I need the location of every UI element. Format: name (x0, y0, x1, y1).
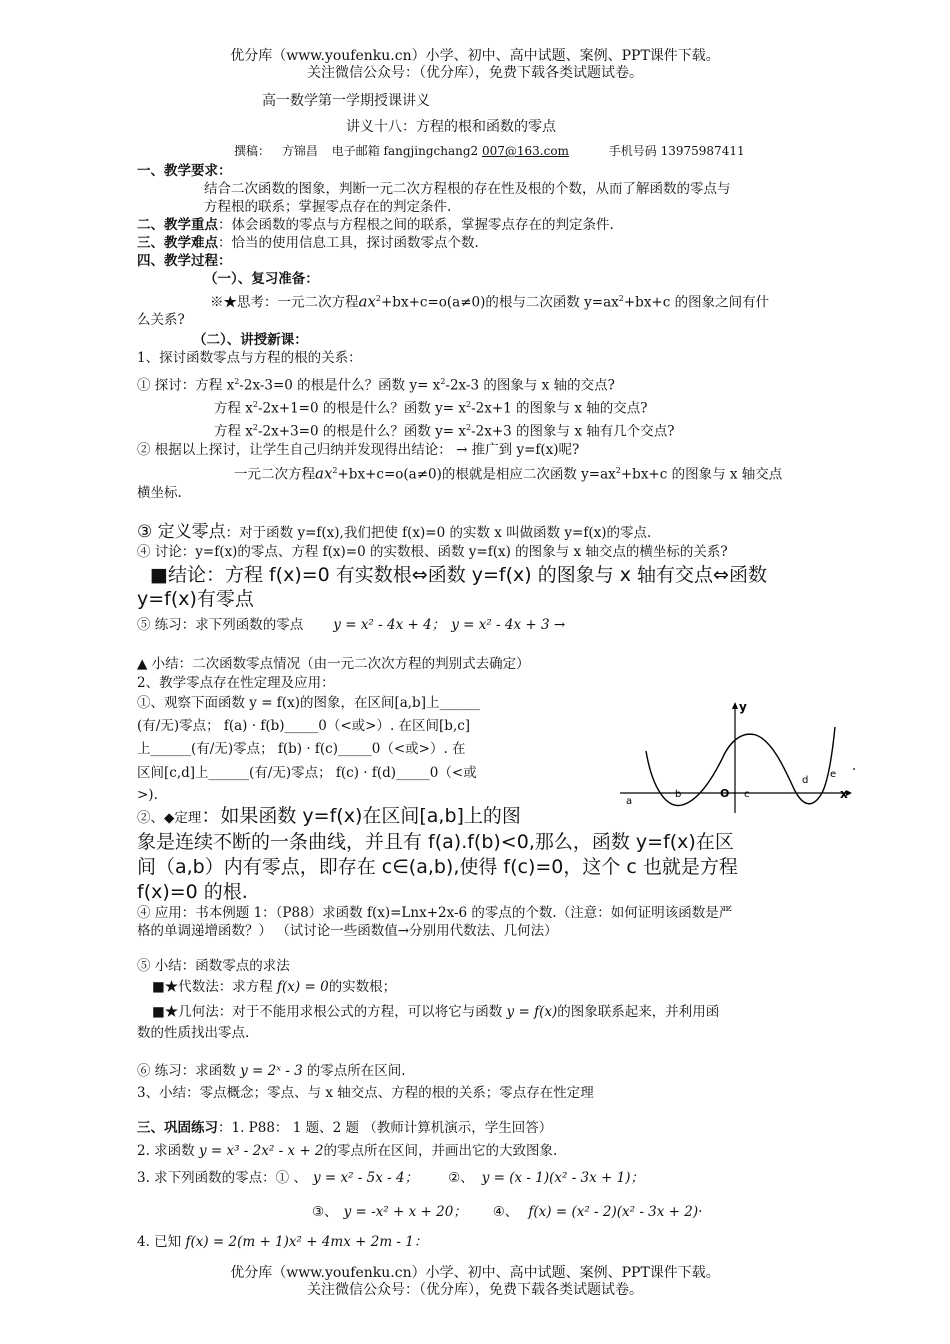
geometric-method-cont: 数的性质找出零点. (137, 1025, 250, 1041)
section-1-heading: 一、教学要求： (137, 163, 232, 179)
label-e: e (830, 769, 837, 780)
algebraic-method: ■★代数法：求方程 f(x) = 0的实数根； (152, 979, 397, 995)
explore-3: 方程 $x^2-2x+3=0$ 的根是什么？函数 $y= x^2-2x+3$ 的图象与 x 轴有几个交点? (214, 423, 675, 440)
observe-3: 上______(有/无)零点； f(b) · f(c)_____0（<或>）. 在 (137, 741, 466, 757)
section-4-heading: 四、教学过程： (137, 253, 232, 269)
part-3-summary: 3、小结：零点概念；零点、与 x 轴交点、方程的根的关系；零点存在性定理 (137, 1085, 594, 1101)
theorem-line-1: ②、◆定理：如果函数 y=f(x)在区间[a,b]上的图 (137, 805, 521, 827)
part-1-title: 1、探讨函数零点与方程的根的关系： (137, 350, 362, 366)
label-y: y (739, 700, 747, 714)
part-2-title: 2、教学零点存在性定理及应用： (137, 675, 335, 691)
review-think-cont: 么关系? (137, 312, 185, 328)
author-line: 撰稿： 方锦昌 电子邮箱 fangjingchang2 007@163.com 手机号码 13975987411 (234, 144, 745, 158)
application-1: ④ 应用：书本例题 1：（P88）求函数 f(x)=Lnx+2x-6 的零点的个数.（注意：如何证明该函数是严 (137, 905, 733, 921)
course-title: 高一数学第一学期授课讲义 (262, 93, 430, 109)
header-line-2: 关注微信公众号：（优分库），免费下载各类试题试卷。 (307, 65, 643, 81)
result-line-2: y=f(x)有零点 (137, 588, 254, 610)
footer-line-1: 优分库（www.youfenku.cn）小学、初中、高中试题、案例、PPT课件下载。 (230, 1265, 720, 1281)
section-1-text-1: 结合二次函数的图象，判断一元二次方程根的存在性及根的个数，从而了解函数的零点与 (204, 181, 731, 197)
practice-5: ⑤ 练习：求下列函数的零点 y = x² - 4x + 4； y = x² - 4x + 3 → (137, 617, 566, 633)
observe-5: >). (137, 787, 158, 803)
section-3: 三、教学难点：恰当的使用信息工具，探讨函数零点个数. (137, 235, 479, 251)
conclusion-cont: 横坐标. (137, 485, 182, 501)
newlesson-heading: （二）、讲授新课： (193, 332, 308, 348)
summary-methods: ⑤ 小结：函数零点的求法 (137, 958, 290, 974)
observe-4: 区间[c,d]上______(有/无)零点； f(c) · f(d)_____0（<或 (137, 765, 477, 781)
explore-1: ① 探讨：方程 $x^2-2x-3=0$ 的根是什么？函数 $y= x^2-2x-3$ 的图象与 x 轴的交点? (137, 377, 615, 394)
geometric-method: ■★几何法：对于不能用求根公式的方程，可以将它与函数 y = f(x)的图象联系起来，并利用函 (152, 1004, 720, 1020)
discussion: ④ 讨论：y=f(x)的零点、方程 f(x)=0 的实数根、函数 y=f(x) 的图象与 x 轴交点的横坐标的关系? (137, 544, 728, 560)
summary-explore: ② 根据以上探讨，让学生自己归纳并发现得出结论： → 推广到 y=f(x)呢? (137, 442, 580, 458)
result-line-1: ■结论：方程 f(x)=0 有实数根⇔函数 y=f(x) 的图象与 x 轴有交点⇔函数 (150, 564, 767, 586)
author-name: 方锦昌 (281, 144, 318, 158)
theorem-line-4: f(x)=0 的根. (137, 881, 248, 903)
label-origin: O (720, 787, 730, 800)
label-d: d (802, 775, 809, 786)
dot-right (853, 768, 855, 770)
consolidate-q2: 2. 求函数 y = x³ - 2x² - x + 2的零点所在区间，并画出它的大致图象. (137, 1143, 558, 1159)
small-summary: ▲ 小结：二次函数零点情况（由一元二次次方程的判别式去确定） (137, 656, 530, 672)
review-think: ※★思考：一元二次方程$ax^2+bx+c=o(a\ne 0)$的根与二次函数 $y=ax^2+bx+c$ 的图象之间有什 (210, 292, 770, 311)
theorem-line-2: 象是连续不断的一条曲线，并且有 f(a).f(b)<0,那么，函数 y=f(x)在区 (137, 831, 734, 853)
theorem-line-3: 间（a,b）内有零点，即存在 c∈(a,b),使得 f(c)=0，这个 c 也就是方程 (137, 856, 738, 878)
y-axis-arrow (732, 702, 738, 709)
function-graph (618, 697, 858, 815)
practice-6: ⑥ 练习：求函数 y = 2ˣ - 3 的零点所在区间. (137, 1063, 406, 1079)
consolidate-q4: 4. 已知 f(x) = 2(m + 1)x² + 4mx + 2m - 1： (137, 1234, 428, 1250)
section-1-text-2: 方程根的联系；掌握零点存在的判定条件. (204, 199, 452, 215)
consolidate-q1: 三、巩固练习：1. P88： 1 题、2 题 （教师计算机演示，学生回答） (137, 1120, 553, 1136)
lecture-title: 讲义十八：方程的根和函数的零点 (346, 119, 556, 135)
observe-2: (有/无)零点； f(a) · f(b)_____0（<或>）. 在区间[b,c] (137, 718, 471, 734)
review-heading: （一）、复习准备： (204, 271, 319, 287)
label-b: b (675, 789, 682, 800)
label-c: c (744, 789, 750, 800)
consolidate-q3-cont: ③、 y = -x² + x + 20； ④、 f(x) = (x² - 2)(x² - 3x + 2)· (312, 1204, 703, 1220)
consolidate-q3: 3. 求下列函数的零点：① 、 y = x² - 5x - 4； ②、 y = (x - 1)(x² - 3x + 1)； (137, 1170, 645, 1186)
conclusion-line: 一元二次方程$ax^2+bx+c=o(a\ne 0)$的根就是相应二次函数 $y=ax^2+bx+c$ 的图象与 x 轴交点 (234, 464, 783, 483)
explore-2: 方程 $x^2-2x+1=0$ 的根是什么？函数 $y= x^2-2x+1$ 的图象与 x 轴的交点? (214, 400, 648, 417)
footer-line-2: 关注微信公众号：（优分库），免费下载各类试题试卷。 (307, 1282, 643, 1298)
email-link[interactable]: 007@163.com (481, 144, 569, 158)
application-2: 格的单调递增函数？） （试讨论一些函数值→分别用代数法、几何法） (137, 923, 558, 939)
section-2: 二、教学重点：体会函数的零点与方程根之间的联系，掌握零点存在的判定条件. (137, 217, 614, 233)
label-a: a (626, 796, 633, 807)
label-x: x (840, 787, 848, 801)
define-zero: ③ 定义零点：对于函数 y=f(x),我们把使 f(x)=0 的实数 x 叫做函数 y=f(x)的零点. (137, 522, 652, 542)
header-line-1: 优分库（www.youfenku.cn）小学、初中、高中试题、案例、PPT课件下载。 (230, 48, 720, 64)
observe-1: ①、观察下面函数 y = f(x)的图象，在区间[a,b]上______ (137, 695, 480, 711)
